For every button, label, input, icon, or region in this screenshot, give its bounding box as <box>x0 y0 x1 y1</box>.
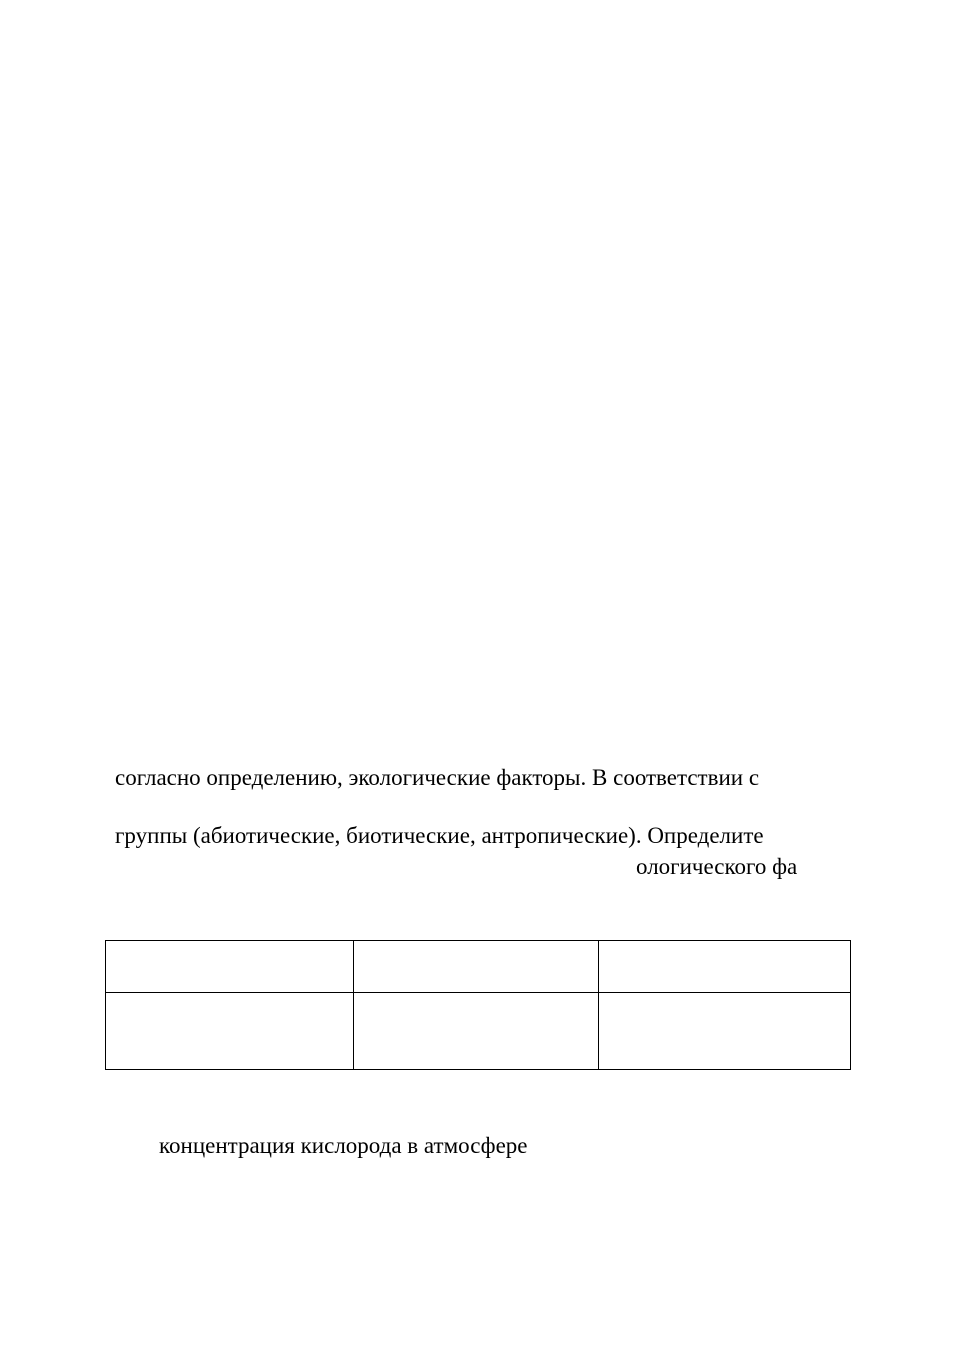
table-row <box>106 993 851 1070</box>
table-cell <box>354 941 599 993</box>
table-cell <box>599 941 851 993</box>
paragraph-line-2: группы (абиотические, биотические, антропические). Определите <box>115 823 764 848</box>
paragraph-line-1: согласно определению, экологические факторы. В соответствии с <box>115 765 760 790</box>
table-cell <box>106 993 354 1070</box>
table-cell <box>599 993 851 1070</box>
paragraph-line-4: концентрация кислорода в атмосфере <box>159 1133 528 1158</box>
table-cell <box>106 941 354 993</box>
factor-table <box>105 940 851 1070</box>
paragraph-line-3: ологического фа <box>636 854 798 879</box>
table-cell <box>354 993 599 1070</box>
table-row <box>106 941 851 993</box>
